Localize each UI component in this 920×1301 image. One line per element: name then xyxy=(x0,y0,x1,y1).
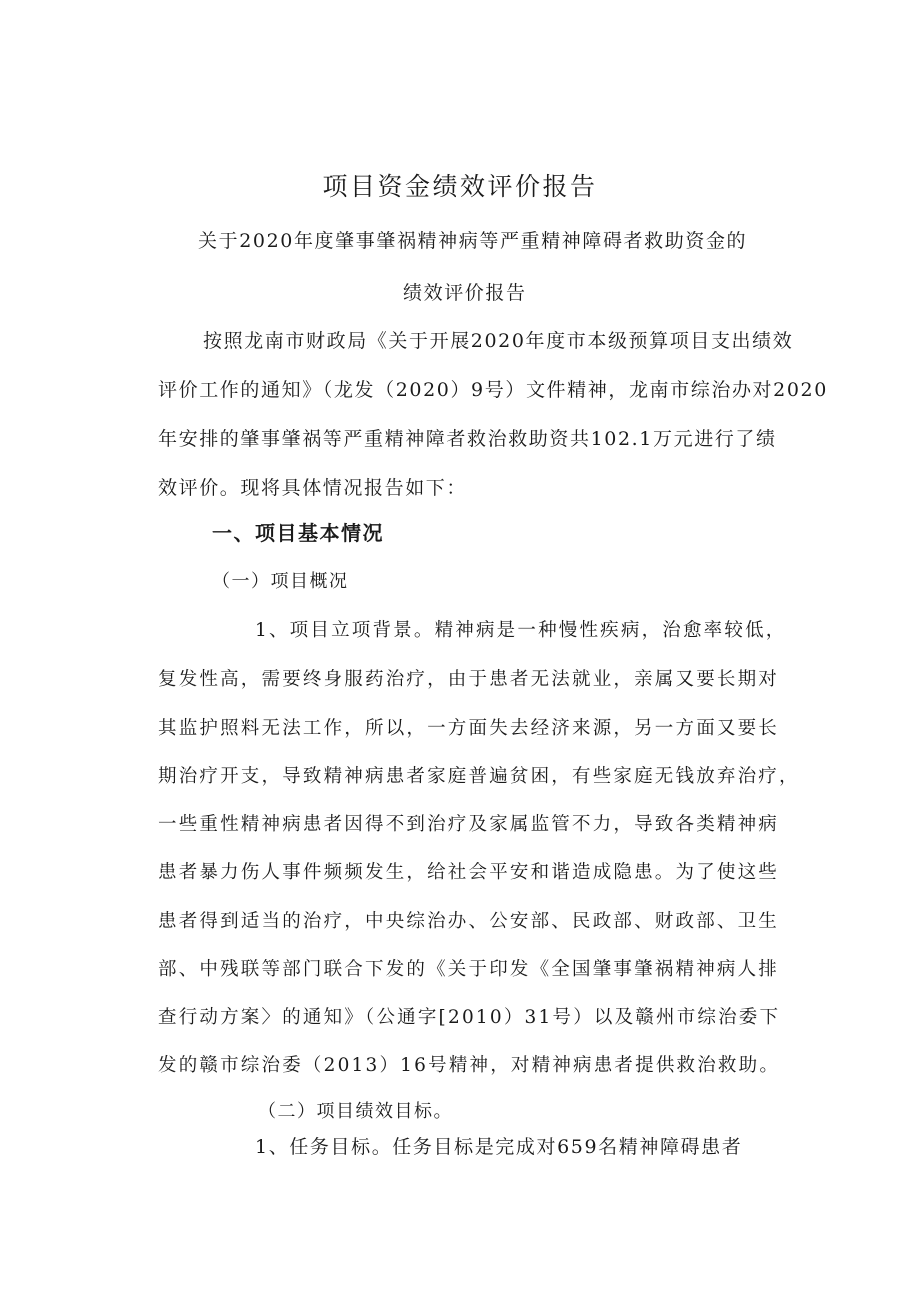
subtitle-line-1: 关于2020年度肇事肇祸精神病等严重精神障碍者救助资金的 xyxy=(198,230,748,252)
background-line-8: 部、中残联等部门联合下发的《关于印发《全国肇事肇祸精神病人排 xyxy=(158,959,780,980)
background-line-3: 其监护照料无法工作，所以，一方面失去经济来源，另一方面又要长 xyxy=(158,718,780,739)
background-line-4: 期治疗开支，导致精神病患者家庭普遍贫困，有些家庭无钱放弃治疗， xyxy=(158,766,800,787)
subsection-2-heading: （二）项目绩效目标。 xyxy=(258,1101,453,1122)
background-line-9: 查行动方案〉的通知》（公通字[2010）31号）以及赣州市综治委下 xyxy=(158,1007,781,1028)
background-line-2: 复发性高，需要终身服药治疗，由于患者无法就业，亲属又要长期对 xyxy=(158,669,780,690)
document-title: 项目资金绩效评价报告 xyxy=(322,172,598,201)
section-1-heading: 一、项目基本情况 xyxy=(212,521,384,545)
intro-line-1: 按照龙南市财政局《关于开展2020年度市本级预算项目支出绩效 xyxy=(203,330,794,352)
intro-line-4: 效评价。现将具体情况报告如下： xyxy=(158,477,468,499)
intro-line-3: 年安排的肇事肇祸等严重精神障者救治救助资共102.1万元进行了绩 xyxy=(158,428,777,450)
background-line-5: 一些重性精神病患者因得不到治疗及家属监管不力，导致各类精神病 xyxy=(158,814,780,835)
background-line-7: 患者得到适当的治疗，中央综治办、公安部、民政部、财政部、卫生 xyxy=(158,911,780,932)
background-line-1: 1、项目立项背景。精神病是一种慢性疾病，治愈率较低， xyxy=(255,620,787,641)
target-line: 1、任务目标。任务目标是完成对659名精神障碍患者 xyxy=(255,1136,743,1158)
subsection-1-heading: （一）项目概况 xyxy=(212,571,349,592)
subtitle-line-2: 绩效评价报告 xyxy=(403,282,527,304)
background-line-10: 发的赣市综治委（2013）16号精神，对精神病患者提供救治救助。 xyxy=(158,1055,781,1076)
background-line-6: 患者暴力伤人事件频频发生，给社会平安和谐造成隐患。为了使这些 xyxy=(158,862,780,883)
intro-line-2: 评价工作的通知》（龙发（2020）9号）文件精神，龙南市综治办对2020 xyxy=(158,379,828,401)
